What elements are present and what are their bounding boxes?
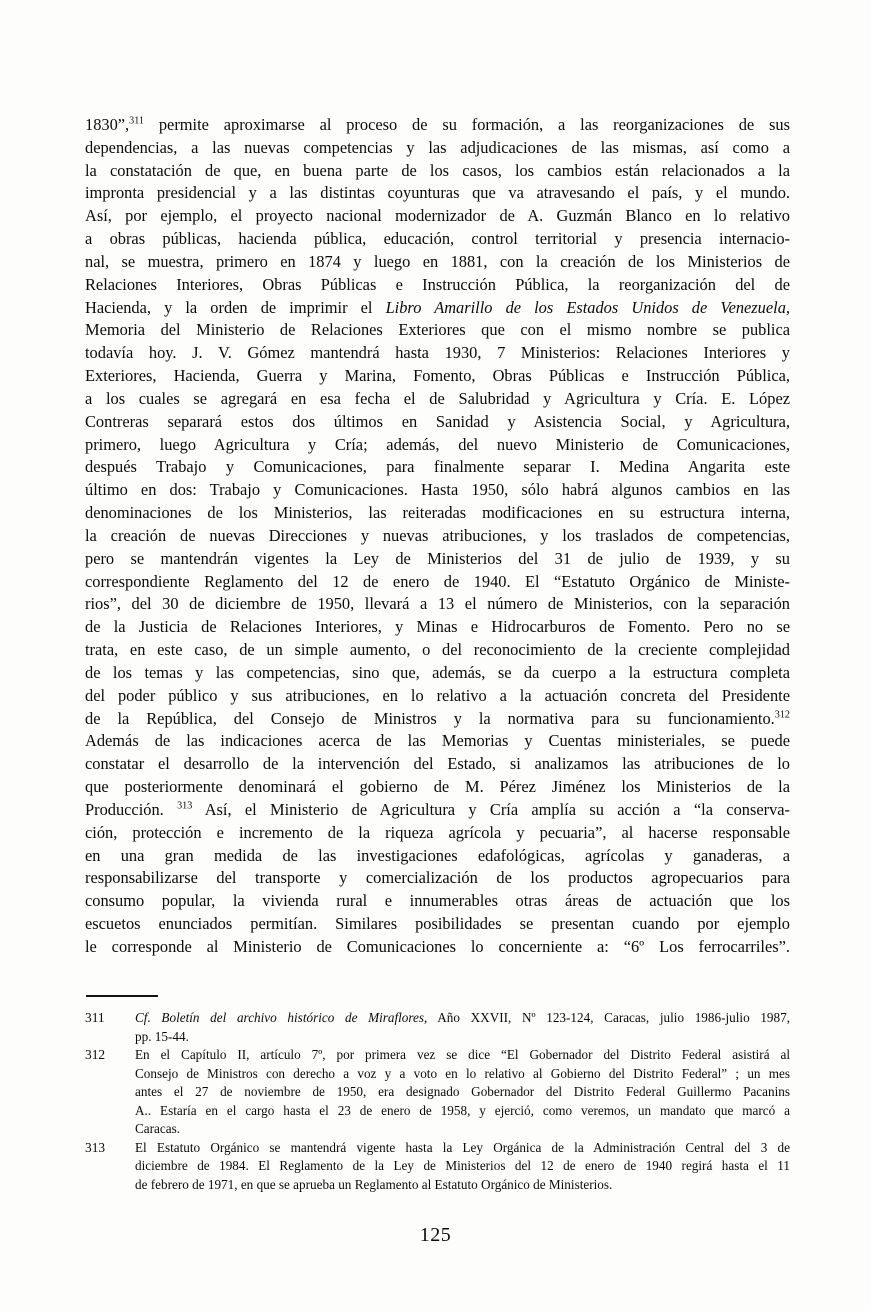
footnote-marker: 312 <box>774 709 790 721</box>
body-text-line <box>85 251 790 274</box>
text-run: correspondiente Reglamento del 12 de enero de 1940. El “Estatuto Orgánico de Ministe- <box>85 571 790 591</box>
footnote-item <box>85 1139 790 1195</box>
body-text-line <box>85 388 790 411</box>
text-run: Relaciones Interiores, Obras Públicas e Instrucción Pública, la reorganización del de <box>85 274 790 294</box>
text-run: Así, el Ministerio de Agricultura y Cría amplía su acción a “la conserva- <box>192 799 790 819</box>
footnote-text-line <box>135 1009 790 1028</box>
footnote-text-line <box>135 1139 790 1158</box>
text-run: Memoria del Ministerio de Relaciones Exteriores que con el mismo nombre se publica <box>85 320 790 340</box>
text-run: pp. 15-44. <box>135 1028 189 1044</box>
body-text-line <box>85 867 790 890</box>
text-run: responsabilizarse del transporte y comercialización de los productos agropecuarios para <box>85 868 790 888</box>
text-run: después Trabajo y Comunicaciones, para finalmente separar I. Medina Angarita este <box>85 457 790 477</box>
text-run: pero se mantendrán vigentes la Ley de Ministerios del 31 de julio de 1939, y su <box>85 548 790 568</box>
text-run: , Año XXVII, Nº 123-124, Caracas, julio 1986-julio 1987, <box>424 1010 790 1025</box>
text-run: la constatación de que, en buena parte de los casos, los cambios están relacionados a la <box>85 160 790 180</box>
text-run: del poder público y sus atribuciones, en lo relativo a la actuación concreta del Presidente <box>85 685 790 705</box>
text-run: escuetos enunciados permitían. Similares posibilidades se presentan cuando por ejemplo <box>85 913 790 933</box>
text-run: Exteriores, Hacienda, Guerra y Marina, Fomento, Obras Públicas e Instrucción Pública, <box>85 366 790 386</box>
text-run: constatar el desarrollo de la intervención del Estado, si analizamos las atribuciones de lo <box>85 754 790 774</box>
text-run: de la República, del Consejo de Ministros y la normativa para su funcionamiento. <box>85 708 775 728</box>
text-run: El Estatuto Orgánico se mantendrá vigente hasta la Ley Orgánica de la Administración Central del 3 de <box>135 1139 790 1155</box>
footnote-number: 311 <box>85 1010 105 1025</box>
body-text-line <box>85 502 790 525</box>
text-run: rios”, del 30 de diciembre de 1950, llevará a 13 el número de Ministerios, con la separación <box>85 594 790 614</box>
body-text-line <box>85 434 790 457</box>
footnote-list <box>85 1009 790 1194</box>
footnote-text <box>135 1009 790 1046</box>
text-run: Además de las indicaciones acerca de las Memorias y Cuentas ministeriales, se puede <box>85 731 790 751</box>
text-run: que posteriormente denominará el gobierno de M. Pérez Jiménez los Ministerios de la <box>85 777 790 797</box>
body-text-line <box>85 913 790 936</box>
footnotes-section <box>85 995 790 1194</box>
body-text-line <box>85 160 790 183</box>
body-text-line <box>85 708 790 731</box>
body-text-line <box>85 365 790 388</box>
footnote-item <box>85 1009 790 1046</box>
body-text-line <box>85 776 790 799</box>
text-run: nal, se muestra, primero en 1874 y luego en 1881, con la creación de los Ministerios de <box>85 251 790 271</box>
text-run: a obras públicas, hacienda pública, educación, control territorial y presencia internacio- <box>85 229 790 249</box>
text-run: diciembre de 1984. El Reglamento de la Ley de Ministerios del 12 de enero de 1940 regirá hasta el 11 <box>135 1158 790 1173</box>
body-text-line <box>85 662 790 685</box>
text-run: permite aproximarse al proceso de su formación, a las reorganizaciones de sus <box>144 115 790 134</box>
text-run: Libro Amarillo de los Estados Unidos de Venezuela, <box>385 297 790 317</box>
text-run: antes el 27 de noviembre de 1950, era designado Gobernador del Distrito Federal Guillermo Pacanins <box>135 1084 790 1099</box>
footnote-text-line <box>135 1065 790 1084</box>
text-run: Así, por ejemplo, el proyecto nacional modernizador de A. Guzmán Blanco en lo relativo <box>85 206 790 226</box>
text-run: Consejo de Ministros con derecho a voz y a voto en lo relativo al Gobierno del Distrito Federal” ; un mes <box>135 1065 790 1081</box>
text-run: ción, protección e incremento de la riqueza agrícola y pecuaria”, al hacerse responsable <box>85 822 790 842</box>
footnote-text-line <box>135 1157 790 1176</box>
body-text-line <box>85 274 790 297</box>
body-text-line <box>85 593 790 616</box>
body-text-line <box>85 730 790 753</box>
body-text-line <box>85 639 790 662</box>
text-run: denominaciones de los Ministerios, las reiteradas modificaciones en su estructura interna, <box>85 503 790 523</box>
footnote-text-line <box>135 1120 790 1139</box>
footnote-text-line <box>135 1083 790 1102</box>
text-run: Producción. <box>85 799 178 819</box>
text-run: de los temas y las competencias, sino que, además, se da cuerpo a la estructura completa <box>85 662 790 682</box>
text-run: en una gran medida de las investigaciones edafológicas, agrícolas y ganaderas, a <box>85 845 790 865</box>
text-run: de la Justicia de Relaciones Interiores, y Minas e Hidrocarburos de Fomento. Pero no se <box>85 617 790 637</box>
page-number: 125 <box>419 1224 452 1246</box>
footnote-divider-rule <box>86 995 158 997</box>
footnote-number: 312 <box>85 1047 106 1062</box>
text-run: trata, en este caso, de un simple aumento, o del reconocimiento de la creciente complejidad <box>85 640 790 660</box>
body-text-line <box>85 137 790 160</box>
text-run: En el Capítulo II, artículo 7º, por primera vez se dice “El Gobernador del Distrito Federal asistirá al <box>135 1047 790 1062</box>
footnote-text-line <box>135 1028 790 1047</box>
text-run: Contreras separará estos dos últimos en Sanidad y Asistencia Social, y Agricultura, <box>85 411 790 431</box>
body-text-line <box>85 319 790 342</box>
body-text-line <box>85 297 790 320</box>
text-run: a los cuales se agregará en esa fecha el de Salubridad y Agricultura y Cría. E. López <box>85 388 790 408</box>
text-run: último en dos: Trabajo y Comunicaciones. Hasta 1950, sólo habrá algunos cambios en las <box>85 480 790 500</box>
body-text-line <box>85 845 790 868</box>
body-text-line <box>85 205 790 228</box>
body-text-line <box>85 479 790 502</box>
body-text-line <box>85 616 790 639</box>
body-text-line <box>85 548 790 571</box>
text-run: consumo popular, la vivienda rural e innumerables otras áreas de actuación que los <box>85 891 790 911</box>
text-run: Cf. Boletín del archivo histórico de Miraflores <box>135 1010 425 1025</box>
footnote-text <box>135 1139 790 1195</box>
body-text-line <box>85 411 790 434</box>
body-text-line <box>85 936 790 959</box>
body-text-line <box>85 799 790 822</box>
text-run: Caracas. <box>135 1121 181 1136</box>
text-run: 1830”, <box>85 115 130 134</box>
body-text-line <box>85 182 790 205</box>
text-run: dependencias, a las nuevas competencias y las adjudicaciones de las mismas, así como a <box>85 137 790 157</box>
text-run: todavía hoy. J. V. Gómez mantendrá hasta 1930, 7 Ministerios: Relaciones Interiores y <box>85 343 790 363</box>
text-run: de febrero de 1971, en que se aprueba un Reglamento al Estatuto Orgánico de Ministerios. <box>135 1176 613 1192</box>
footnote-number: 313 <box>85 1139 106 1155</box>
body-text-line <box>85 525 790 548</box>
text-run: le corresponde al Ministerio de Comunicaciones lo concerniente a: “6º Los ferrocarriles”. <box>85 936 790 956</box>
footnote-text-line <box>135 1102 790 1121</box>
body-text-line <box>85 342 790 365</box>
text-run: la creación de nuevas Direcciones y nuevas atribuciones, y los traslados de competencias, <box>85 525 790 545</box>
text-run: primero, luego Agricultura y Cría; además, del nuevo Ministerio de Comunicaciones, <box>85 434 790 454</box>
body-text-line <box>85 571 790 594</box>
text-run: A.. Estaría en el cargo hasta el 23 de enero de 1958, y ejerció, como veremos, un mandato que marcó a <box>135 1102 790 1118</box>
footnote-text-line <box>135 1046 790 1065</box>
footnote-text-line <box>135 1176 790 1195</box>
body-paragraph <box>85 114 790 959</box>
text-run: impronta presidencial y a las distintas coyunturas que va atravesando el país, y el mundo. <box>85 183 790 203</box>
body-text-line <box>85 753 790 776</box>
body-text-line <box>85 822 790 845</box>
body-text-line <box>85 114 790 137</box>
body-text-line <box>85 228 790 251</box>
body-text-line <box>85 685 790 708</box>
footnote-marker: 311 <box>129 115 145 127</box>
body-text-line <box>85 456 790 479</box>
text-run: Hacienda, y la orden de imprimir el <box>85 297 386 317</box>
footnote-text <box>135 1046 790 1139</box>
footnote-marker: 313 <box>177 800 193 812</box>
footnote-item <box>85 1046 790 1139</box>
body-text-line <box>85 890 790 913</box>
